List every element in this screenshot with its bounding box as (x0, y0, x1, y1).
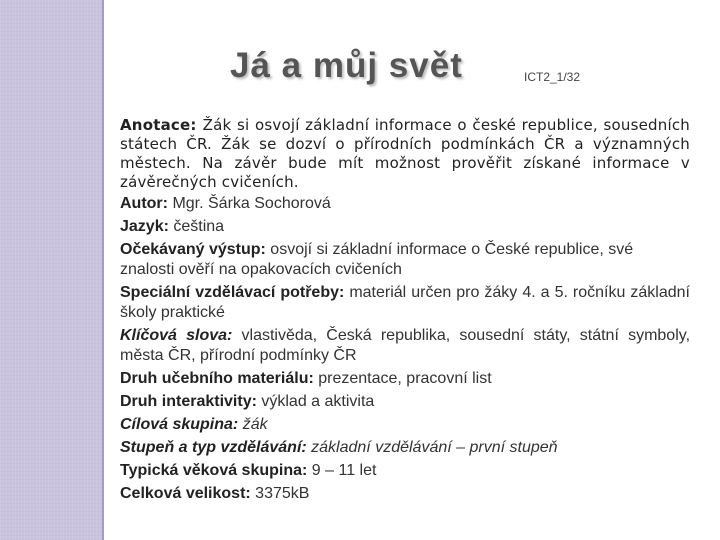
special-needs-value: materiál určen pro žáky 4. a 5. ročníku základní školy praktické (120, 284, 690, 321)
education-level-value: základní vzdělávání – první stupeň (311, 439, 558, 456)
target-group-label: Cílová skupina: (120, 416, 243, 433)
age-group-label: Typická věková skupina: (120, 462, 312, 479)
interactivity-value: výklad a aktivita (261, 393, 375, 410)
side-band-divider (102, 0, 104, 540)
interactivity-label: Druh interaktivity: (120, 393, 262, 410)
metadata-list (120, 116, 690, 507)
expected-output-label: Očekávaný výstup: (120, 241, 271, 258)
total-size-field (120, 484, 690, 504)
total-size-label: Celková velikost: (120, 485, 256, 502)
keywords-field (120, 326, 690, 366)
author-label: Autor: (120, 195, 173, 212)
author-field (120, 194, 690, 214)
special-needs-field (120, 283, 690, 323)
target-group-field (120, 415, 690, 435)
total-size-value: 3375kB (255, 485, 310, 502)
document-code: ICT2_1/32 (524, 70, 581, 84)
author-value: Mgr. Šárka Sochorová (172, 195, 331, 212)
education-level-field (120, 438, 690, 458)
annotation-value: Žák si osvojí základní informace o české republice, sousedních státech ČR. Žák se dozví o přírodních podmínkách ČR a významných městech. Na závěr bude mít možnost prověřit získané informace v závěrečných cvičeních. (120, 116, 690, 191)
language-value: čeština (173, 218, 225, 235)
special-needs-label: Speciální vzdělávací potřeby: (120, 284, 350, 301)
material-type-value: prezentace, pracovní list (318, 370, 492, 387)
material-type-field (120, 369, 690, 389)
decorative-side-band (0, 0, 102, 540)
age-group-value: 9 – 11 let (311, 462, 377, 479)
keywords-label: Klíčová slova: (120, 327, 242, 344)
annotation-label: Anotace: (120, 116, 203, 134)
annotation-field (120, 116, 690, 192)
language-label: Jazyk: (120, 218, 174, 235)
interactivity-field (120, 392, 690, 412)
page-title: Já a můj svět (230, 46, 463, 85)
age-group-field (120, 461, 690, 481)
material-type-label: Druh učebního materiálu: (120, 370, 319, 387)
expected-output-field (120, 240, 690, 280)
language-field (120, 217, 690, 237)
expected-output-value: osvojí si základní informace o České republice, své znalosti ověří na opakovacích cvičeních (120, 241, 634, 278)
education-level-label: Stupeň a typ vzdělávání: (120, 439, 312, 456)
target-group-value: žák (242, 416, 268, 433)
keywords-value: vlastivěda, Česká republika, sousední státy, státní symboly, města ČR, přírodní podmínky ČR (120, 327, 691, 364)
